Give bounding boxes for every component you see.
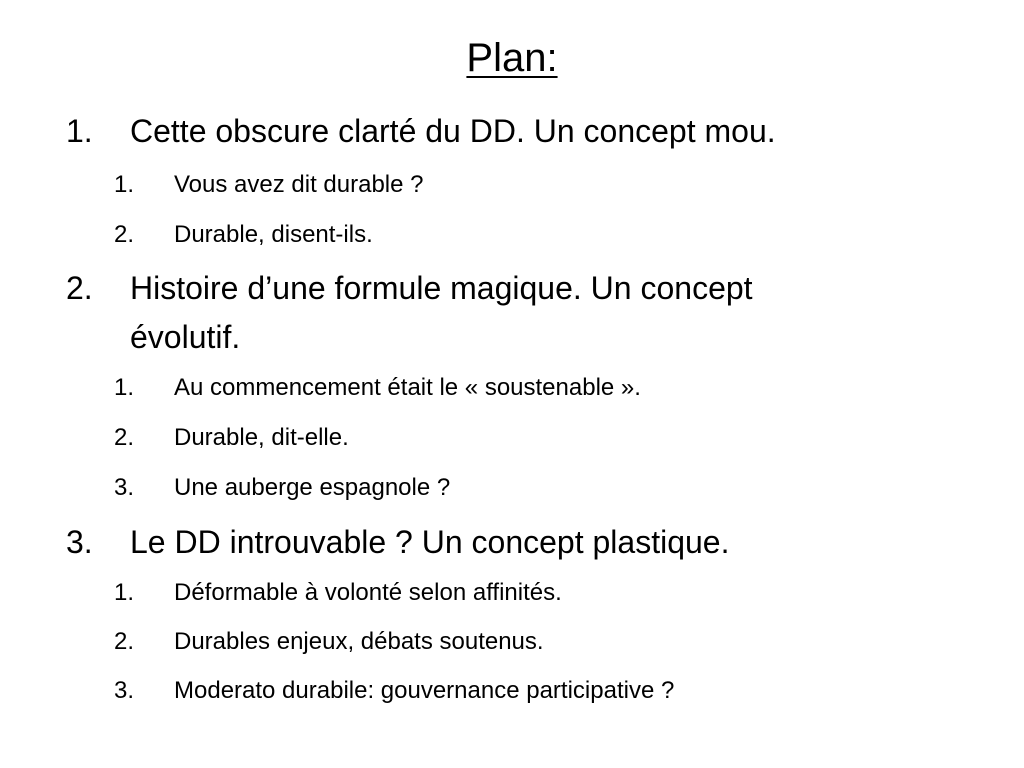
subitem-3-1 [0, 575, 1024, 611]
section-heading: Cette obscure clarté du DD. Un concept mou. [130, 113, 776, 149]
subitem-number: 2. [114, 628, 135, 655]
subitem-1-2 [0, 217, 1024, 253]
section-2-continuation [0, 312, 1024, 362]
subitem-text: Moderato durabile: gouvernance participative ? [174, 677, 675, 704]
section-number: 3. [66, 524, 93, 560]
subitem-text: Déformable à volonté selon affinités. [174, 579, 562, 606]
section-heading: Histoire d’une formule magique. Un concept [130, 270, 753, 306]
slide-title: Plan: [466, 36, 558, 80]
subitem-number: 3. [114, 474, 135, 501]
subitem-text: Au commencement était le « soustenable ». [174, 374, 641, 401]
section-number: 2. [66, 270, 93, 306]
section-3 [0, 517, 1024, 567]
subitem-text: Durables enjeux, débats soutenus. [174, 628, 544, 655]
subitem-number: 1. [114, 171, 135, 198]
subitem-text: Vous avez dit durable ? [174, 171, 424, 198]
subitem-number: 1. [114, 579, 135, 606]
section-heading-continuation: évolutif. [130, 319, 241, 355]
section-1 [0, 106, 1024, 156]
subitem-number: 2. [114, 221, 135, 248]
section-2 [0, 263, 1024, 313]
subitem-2-3 [0, 470, 1024, 506]
subitem-2-1 [0, 370, 1024, 406]
subitem-number: 3. [114, 677, 135, 704]
subitem-3-3 [0, 673, 1024, 709]
subitem-number: 2. [114, 424, 135, 451]
subitem-2-2 [0, 420, 1024, 456]
subitem-text: Durable, dit-elle. [174, 424, 349, 451]
subitem-text: Une auberge espagnole ? [174, 474, 451, 501]
section-number: 1. [66, 113, 93, 149]
section-heading: Le DD introuvable ? Un concept plastique. [130, 524, 730, 560]
subitem-1-1 [0, 167, 1024, 203]
subitem-text: Durable, disent-ils. [174, 221, 373, 248]
subitem-3-2 [0, 624, 1024, 660]
subitem-number: 1. [114, 374, 135, 401]
